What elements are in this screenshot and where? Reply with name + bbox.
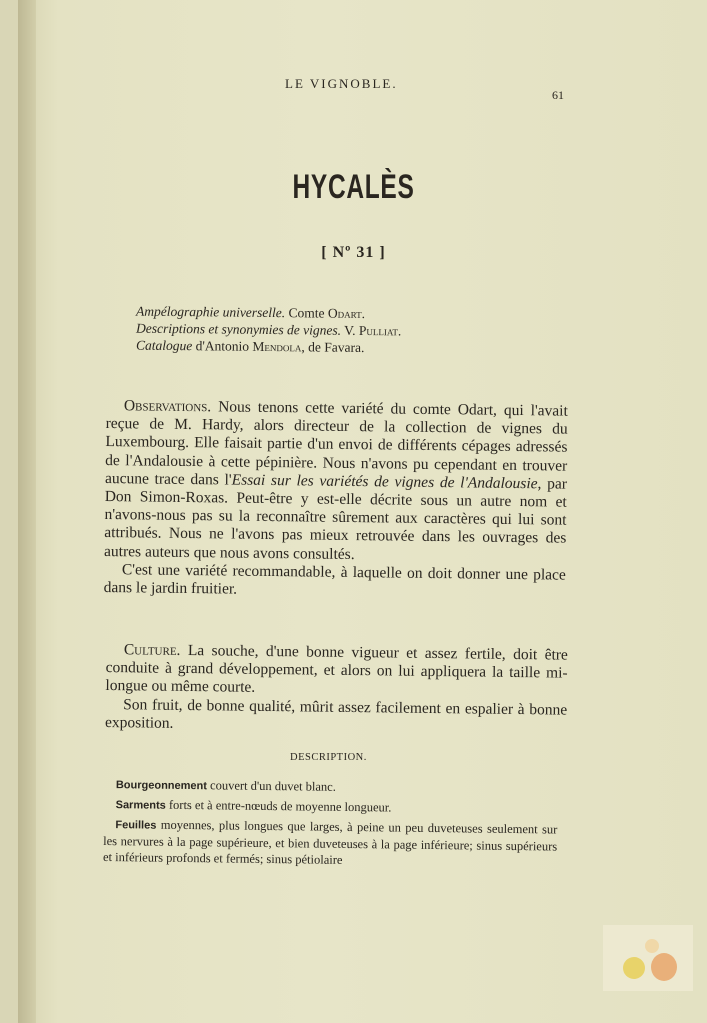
reference-title: Ampélographie universelle.: [135, 303, 286, 321]
paragraph-text: , par Don Simon-Roxas. Peut-être y est-elle décrite sous un autre nom et n'avons-nous pas su la reconnaître sûrement aux caractères qui lui sont attribués. Nous ne l'avons pas mieux retrouvée dans les ouvrages des autres auteurs que nous avons consultés.: [104, 475, 568, 563]
description-term: Sarments: [115, 799, 166, 812]
reference-text: .: [397, 323, 402, 339]
paragraph: [105, 641, 568, 701]
reference-title: Descriptions et synonymies de vignes.: [135, 320, 342, 338]
reference: [136, 337, 402, 357]
section-label: Observations: [123, 397, 208, 416]
paragraph: [104, 397, 568, 566]
section-label: Culture: [123, 641, 177, 659]
reference-text: .: [361, 305, 366, 322]
reference-author: Mendola: [252, 338, 302, 355]
reference-author: Odart: [327, 305, 362, 321]
description-text: moyennes, plus longues que larges, à peine un peu duveteuses seulement sur les nervures à la page supérieure, et bien duveteuses à la page inférieure; sinus supérieurs et inférieurs profonds et fermés; sinus pétiolaire: [102, 817, 558, 867]
description-heading: DESCRIPTION.: [290, 752, 367, 763]
page-gutter: [18, 0, 36, 1023]
culture-section: [105, 641, 568, 738]
paragraph: Son fruit, de bonne qualité, mûrit assez facilement en espalier à bonne exposition.: [104, 695, 568, 732]
reference-title: Catalogue: [135, 337, 193, 354]
reference-author: Pulliat: [358, 322, 399, 339]
running-title: LE VIGNOBLE.: [285, 76, 398, 91]
description-text: forts et à entre-nœuds de moyenne longueur.: [165, 797, 392, 815]
reference-text: V.: [340, 322, 360, 338]
description-item: [104, 796, 558, 819]
description-term: Feuilles: [115, 819, 157, 832]
description-item: [103, 816, 558, 871]
description-list: [103, 776, 558, 871]
paragraph-text: . La souche, d'une bonne vigueur et assez fertile, doit être conduite à grand développement, et alors on lui appliquera la taille mi-longue ou même courte.: [105, 641, 568, 697]
page-title: HYCALÈS: [292, 168, 415, 206]
cited-work: Essai sur les variétés de vignes de l'Andalousie: [231, 471, 538, 493]
paragraph-text: . Nous tenons cette variété du comte Odart, qui l'avait reçue de M. Hardy, alors directeur de la collection de vignes du Luxembourg. Elle faisait partie d'un envoi de différents cépages adressés de l'Andalousie à cette pépinière. Nous n'avons pu cependant en trouver aucune trace dans l': [104, 398, 568, 489]
paragraph: C'est une variété recommandable, à laquelle on doit donner une place dans le jardin fruitier.: [103, 561, 566, 598]
observations-section: [104, 397, 568, 603]
description-term: Bourgeonnement: [115, 779, 208, 793]
reference-text: Comte: [285, 305, 329, 321]
page-number: 61: [552, 88, 564, 102]
reference-text: d'Antonio: [192, 338, 253, 354]
description-text: couvert d'un duvet blanc.: [206, 778, 336, 794]
reference-text: , de Favara.: [301, 339, 365, 356]
variety-number: [ Nº 31 ]: [321, 244, 386, 261]
references: [136, 304, 401, 355]
fruit-sticker-image: [603, 925, 693, 991]
